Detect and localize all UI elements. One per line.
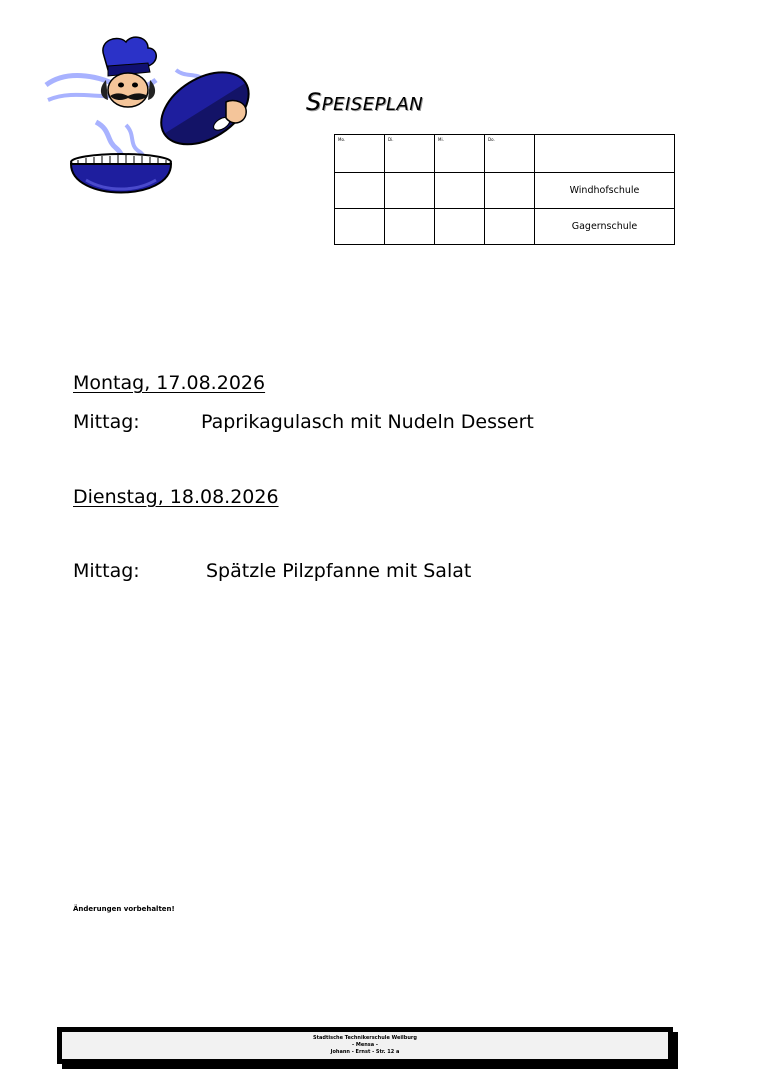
table-cell <box>535 135 675 173</box>
day-header-cell: Do. <box>485 135 535 173</box>
table-cell <box>485 209 535 245</box>
table-cell <box>435 209 485 245</box>
table-cell <box>335 209 385 245</box>
meal-label: Mittag: <box>73 411 140 433</box>
table-cell <box>385 173 435 209</box>
day-heading-monday: Montag, 17.08.2026 <box>73 372 266 394</box>
page-title: SPEISEPLAN <box>306 88 424 116</box>
meal-dish: Paprikagulasch mit Nudeln Dessert <box>201 411 534 433</box>
footer-line: Stadtische Technikerschule Weilburg <box>313 1035 417 1041</box>
day-header-cell: Di. <box>385 135 435 173</box>
school-name-cell: Windhofschule <box>535 173 675 209</box>
footer-line: Johann - Ernst - Str. 12 a <box>330 1049 400 1055</box>
table-cell <box>335 173 385 209</box>
table-row <box>335 173 675 209</box>
school-name-cell: Gagernschule <box>535 209 675 245</box>
meal-dish: Spätzle Pilzpfanne mit Salat <box>206 560 472 582</box>
changes-note: Änderungen vorbehalten! <box>73 905 175 913</box>
meal-label: Mittag: <box>73 560 140 582</box>
school-day-table <box>334 134 675 245</box>
chef-logo-icon <box>36 30 256 212</box>
day-header-cell: Mi. <box>435 135 485 173</box>
table-row <box>335 135 675 173</box>
footer-line: - Mensa - <box>352 1042 378 1048</box>
table-cell <box>485 173 535 209</box>
day-header-cell: Mo. <box>335 135 385 173</box>
day-heading-tuesday: Dienstag, 18.08.2026 <box>73 486 279 508</box>
footer-box <box>57 1027 673 1064</box>
table-cell <box>385 209 435 245</box>
table-cell <box>435 173 485 209</box>
table-row <box>335 209 675 245</box>
